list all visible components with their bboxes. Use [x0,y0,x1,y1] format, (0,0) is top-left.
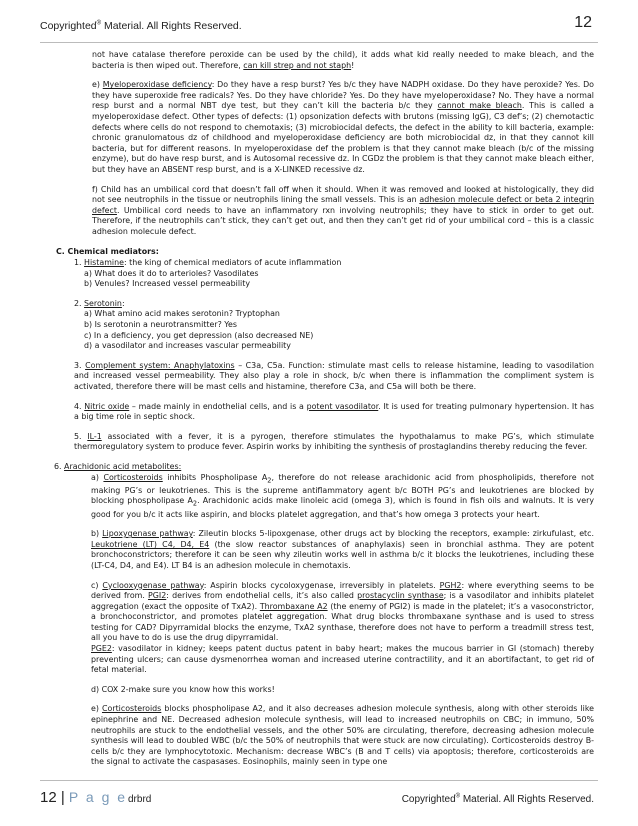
underlined-text: can kill strep and not staph [243,60,352,70]
paragraph-f-umbilical [92,185,594,238]
sub-paragraph-b [91,529,594,571]
underlined-text: Lipoxygenase pathway [102,529,193,539]
footer-page-label [40,789,127,806]
underlined-text: Corticosteroids [101,704,162,714]
item-title [74,299,594,310]
text: (the enemy of PGI2) is made in the platelet; it’s a vasoconstrictor, a bronchoconstrictor, and promotes platelet aggregation. What drug blocks thrombaxane synthase and is used to stress testing for CAD? Dipyrramidal blocks the enzyme, TxA2 synthase, therefore does not have to perform a treadmill stress test, all you have to do is use the drug dipyrramidal. [91,601,594,643]
list-item-il1 [74,432,594,453]
subscript: 2 [192,499,198,508]
sub-item: a) What amino acid makes serotonin? Tryptophan [84,309,280,319]
text: e) [91,704,102,714]
sub-paragraph-c [91,581,594,676]
underlined-text: Thrombaxane A2 [259,601,328,611]
text: – made mainly in endothelial cells, and is a [129,401,307,411]
text: – C3a, C5a. Function: stimulate mast cells to release histamine, leading to vasodilation and increased vessel permeability. They also play a role in shock, b/c when there is inflammation the compliment system is activated, therefore there will be mast cells and histamine, therefore C3a, and C5a will both be there. [74,360,595,392]
text: 2. [74,298,85,308]
header-page-number: 12 [574,14,592,31]
footer-author: drbrd [128,794,152,805]
text: . Umbilical cord needs to have an inflammatory rxn involving neutrophils; they have to stick in order to get out. Therefore, if the neutrophils can’t stick, they can’t get out, and then they can’t get rid of your umbilical cord – this is a classic adhesion molecule defect. [92,205,594,236]
sub-item: b) Venules? Increased vessel permeability [84,279,250,289]
underlined-text: Arachidonic acid metabolites: [64,462,182,471]
underlined-text: potent vasodilator [306,401,379,411]
sub-paragraph-a [91,473,594,521]
list-item-arachidonic [54,462,594,473]
text: 5. [74,431,88,441]
sub-paragraph-e [91,704,594,768]
footer-separator: | [56,789,69,806]
text: (the slow reactor substances of anaphylaxis) seen in bronchial asthma. They are potent bronchoconstrictors; therefore it can be seen why zileutin works well in asthma b/c it blocks the leukotrienes, including these (LT-C4, D4, and E4). LT B4 is an adhesion molecule in chemotaxis. [91,539,595,570]
sub-item: d) a vasodilator and increases vascular permeability [84,341,291,351]
text: not have catalase therefore peroxide can be used by the child), it adds what kid really needed to make bleach, and the bacteria is then wiped out. Therefore, [92,50,594,70]
underlined-text: Nitric oxide [84,401,130,411]
sub-item: a) What does it do to arterioles? Vasodilates [84,268,259,278]
text: : Do they have a resp burst? Yes b/c they have NADPH oxidase. Do they have peroxide? Yes. Do they have superoxide free radicals? Yes. Do they have chloride? Yes. Do they have myeloperoxidase? No. They have a normal resp burst and a normal NBT dye test, but they can’t kill the bacteria b/c they [92,80,594,111]
underlined-text: Corticosteroids [103,472,163,482]
underlined-text: Histamine [84,258,124,268]
text: 4. [74,401,85,411]
underlined-text: IL-1 [87,431,102,441]
text: b) [91,529,103,539]
text: inhibits Phospholipase A [162,472,268,482]
text: . This is called a myeloperoxidase defect. Other types of defects: (1) opsonization defects with brutons (missing IgG), C3 def’s; (2) chemotactic defects where cells do not respond to chemotaxis; (3) microbiocidal defects, the defect in the ability to kill bacteria, example: chronic granulomatous dz of childhood and myeloperoxidase deficiency are both microbiocidal dz, in that they cannot kill bacteria, but for different reasons. In myeloperoxidase def the problem is that they cannot make bleach (b/c of the missing enzyme), but do have resp burst, and is Autosomal recessive dz. In CGDz the problem is that they cannot make bleach either, but they have an ABSENT resp burst, and is a X-LINKED recessive dz. [92,101,594,174]
text: e) [92,80,103,90]
underlined-text: prostacyclin synthase [357,591,444,601]
underlined-text: PGE2 [91,644,112,654]
footer-page-word: P a g e [68,789,128,805]
underlined-text: adhesion molecule defect or beta 2 integrin defect [92,195,594,215]
section-heading: C. Chemical mediators: [56,246,159,256]
page-footer [40,780,598,811]
underlined-text: PGH2 [439,580,462,590]
text: : where everything seems to be derived from. [91,580,594,601]
text: f) Child has an umbilical cord that doesn’t fall off when it should. When it was removed and looked at histologically, they did not see neutrophils in the tissue or neutrophils lining the small vessels. This is an [92,184,594,205]
underlined-text: Leukotriene (LT) C4, D4, E4 [91,539,210,549]
text: : the king of chemical mediators of acute inflammation [123,258,342,268]
text: c) [91,580,103,590]
footer-page-number: 12 [40,789,57,806]
header-copyright [40,20,242,32]
document-body [54,50,594,777]
header-copyright-text: Copyrighted [40,20,97,32]
header-copyright-rest: Material. All Rights Reserved. [101,20,242,32]
header-registered-mark: ® [96,20,102,27]
item-title [74,258,594,269]
footer-copyright [402,794,594,805]
text: blocks phospholipase A2, and it also decreases adhesion molecule synthesis, along with other steroids like epinephrine and NE. Decreased adhesion molecule synthesis, will lead to increased neutrophils on CBC; in immuno, 50% neutrophils are stuck to the endothelial vessels, and the other 50% are circulating, therefore, decreasing adhesion molecule synthesis will lead to doubled WBC (b/c the 50% of neutrophils that were stuck are now circulating). Corticosteroids destroy B-cells b/c they are lymphocytotoxic. Mechanism: decrease WBC’s (B and T cells) via apoptosis; therefore, corticosteroids are the signal to activate the caspasases. Eosinophils, mainly seen in type one [91,704,594,767]
page-header [40,12,598,43]
text: 3. [74,360,86,370]
footer-copyright-text: Copyrighted [401,794,456,805]
footer-copyright-rest: Material. All Rights Reserved. [460,794,594,805]
text: , therefore do not release arachidonic acid from phospholipids, therefore not making PG’s or leukotrienes. This is the supreme antiflammatory agent b/c BOTH PG’s and leukotrienes are blocked by blocking phospholipase A [91,472,594,506]
underlined-text: Cyclooxygenase pathway [102,580,204,590]
footer-registered-mark: ® [455,793,461,800]
underlined-text: Myeloperoxidase deficiency [102,80,212,90]
text: : Aspirin blocks cycoloxygenase, irreversibly in platelets. [203,580,440,590]
list-item-nitric-oxide [74,402,594,423]
sub-item: c) In a deficiency, you get depression (also decreased NE) [84,330,314,340]
underlined-text: PGI2 [148,591,167,601]
text: ; is a vasodilator and inhibits platelet aggregation (exact the opposite of TxA2). [91,591,594,611]
text: 1. [74,258,85,268]
paragraph-e-myeloperoxidase [92,80,594,175]
text: : vasodilator in kidney; keeps patent ductus patent in baby heart; makes the mucous barrier in GI (stomach) thereby preventing ulcers; can cause dysmenorrhea woman and increased uterine contractility, and it an abortifactant, to get rid of fetal material. [91,644,594,675]
list-item-serotonin [74,299,594,352]
sub-item: b) Is serotonin a neurotransmitter? Yes [84,320,238,330]
text: : derives from endothelial cells, it’s also called [166,591,358,601]
text: : Zileutin blocks 5-lipoxgenase, other drugs act by blocking the receptors, example: zirkufulast, etc. [192,529,594,539]
paragraph-d-continued [92,50,594,71]
underlined-text: Serotonin [84,298,122,308]
text: 6. [54,462,65,471]
text: : [121,298,125,308]
underlined-text: cannot make bleach [437,101,522,111]
sub-paragraph-d: d) COX 2-make sure you know how this works! [91,684,275,694]
text: . It is used for treating pulmonary hypertension. It has a big time role in septic shock. [74,401,594,422]
subscript: 2 [267,476,272,485]
list-item-complement [74,361,594,393]
list-item-histamine [74,258,594,290]
text: ! [351,60,355,70]
text: associated with a fever, it is a pyrogen, therefore stimulates the hypothalamus to make PG’s, which stimulate thermoregulatory system to produce fever. Aspirin works by inhibiting the synthesis of prostaglandins thereby reducing the fever. [74,431,594,452]
text: . Arachidonic acids make linoleic acid (omega 3), which is found in fish oils and walnuts. It is very good for you b/c it acts like aspirin, and blocks platelet aggregation, and that’s how omega 3 protects your heart. [91,496,594,519]
text: a) [91,472,104,482]
underlined-text: Complement system: Anaphylatoxins [85,360,235,370]
